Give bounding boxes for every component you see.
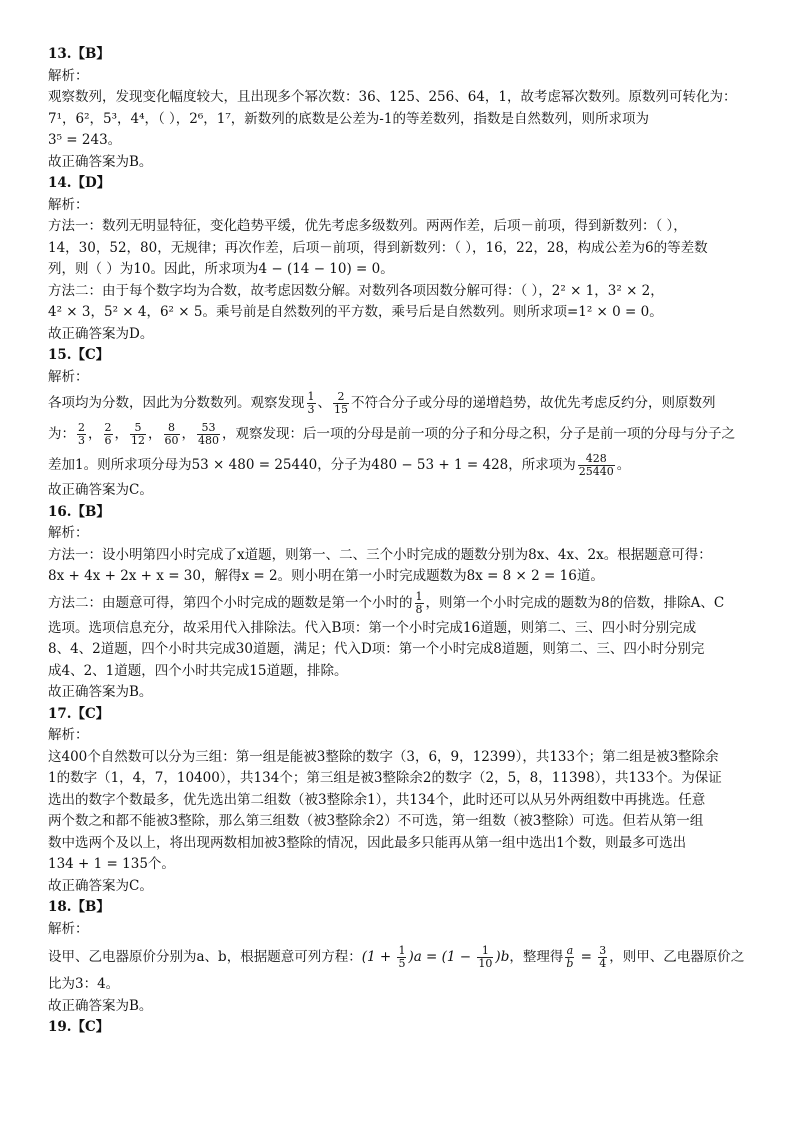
q13-line-2: 7¹，6²，5³，4⁴，（ ），2⁶，1⁷，新数列的底数是公差为-1的等差数列，指数是自然数列，则所求项为: [48, 110, 649, 127]
q15-line-2-post: ，观察发现：后一项的分母是前一项的分子和分母之积，分子是前一项的分母与分子之: [222, 426, 735, 442]
sequence-fraction: [77, 422, 86, 447]
q15-line-3-pre: 差加1。则所求项分母为53 × 480 = 25440，分子为480 − 53 + 1 = 428，所求项为: [48, 457, 576, 473]
q17-line-4: 两个数之和都不能被3整除，那么第三组数（被3整除余2）不可选，第一组数（被3整除）可选。但若从第一组: [48, 813, 704, 829]
numerator: 1: [415, 589, 423, 603]
analysis-label: 解析：: [48, 67, 89, 84]
q17-line-2: 1的数字（1，4，7，10400），共134个；第三组是被3整除余2的数字（2，5，8，11398），共133个。为保证: [48, 770, 722, 786]
q18-line-1-pre: 设甲、乙电器原价分别为a、b，根据题意可列方程：: [48, 949, 362, 965]
numerator: 1: [398, 944, 406, 958]
q15-line-1-pre: 各项均为分数，因此为分数数列。观察发现: [48, 395, 305, 411]
q16-line-1: 方法一：设小明第四小时完成了x道题，则第一、二、三个小时完成的题数分别为8x、4x、2x。根据题意可得：: [48, 546, 712, 563]
question-19: [48, 1017, 754, 1039]
sequence-fraction: [130, 422, 146, 447]
denominator: 25440: [578, 465, 614, 479]
q16-line-3-pre: 方法二：由题意可得，第四个小时完成的题数是第一个小时的: [48, 594, 413, 611]
denominator: 8: [415, 602, 423, 616]
q17-line-6: 134 + 1 = 135个。: [48, 856, 175, 872]
q14-line-3: 列，则（ ）为10。因此，所求项为4 − (14 − 10) = 0。: [48, 261, 394, 277]
answer-sheet: [48, 44, 754, 1039]
question-17: [48, 704, 754, 898]
q18-answer: 故正确答案为B。: [48, 997, 153, 1014]
q17-answer: 故正确答案为C。: [48, 877, 153, 894]
fraction: [477, 945, 493, 970]
denominator: 480: [198, 434, 219, 448]
question-16: [48, 502, 754, 704]
analysis-label: 解析：: [48, 525, 89, 541]
denominator: 4: [599, 957, 607, 971]
q16-line-3: [48, 588, 754, 618]
numerator: 2: [333, 391, 349, 404]
q13-line-3: 3⁵ = 243。: [48, 132, 122, 148]
question-19-header: 19.【C】: [48, 1019, 110, 1035]
q16-line-2: 8x + 4x + 2x + x = 30，解得x = 2。则小明在第一小时完成题数为8x = 8 × 2 = 16道。: [48, 568, 604, 584]
numerator: 5: [130, 422, 146, 435]
q17-line-5: 数中选两个及以上，将出现两数相加被3整除的情况，因此最多只能再从第一组中选出1个数，则最多可选出: [48, 834, 687, 851]
q18-line-2: 比为3：4。: [48, 976, 120, 992]
q15-answer: 故正确答案为C。: [48, 482, 153, 498]
numerator: 1: [477, 945, 493, 958]
question-17-header: 17.【C】: [48, 705, 110, 722]
denominator: 3: [307, 403, 315, 417]
denominator: 3: [78, 434, 85, 448]
separator: ，: [88, 426, 102, 442]
question-14: [48, 173, 754, 345]
denominator: 12: [131, 434, 145, 448]
denominator: 15: [334, 403, 348, 417]
fraction-sequence: [75, 421, 222, 448]
q15-line-3: [48, 450, 754, 480]
separator: ，: [181, 426, 195, 442]
numerator: 3: [599, 944, 607, 958]
q16-line-5: 8、4、2道题，四个小时共完成30道题，满足；代入D项：第一个小时完成8道题，则第二、三、四小时分别完: [48, 641, 705, 657]
q15-line-2: [48, 418, 754, 450]
analysis-label: 解析：: [48, 727, 89, 743]
question-18-header: 18.【B】: [48, 899, 110, 915]
numerator: 2: [78, 421, 85, 435]
question-15-header: 15.【C】: [48, 347, 110, 363]
equation-part: )a = (1 −: [408, 949, 476, 965]
q14-line-5: 4² × 3，5² × 4，6² × 5。乘号前是自然数列的平方数，乘号后是自然数列。则所求项=1² × 0 = 0。: [48, 304, 663, 320]
q14-line-2: 14，30，52，80，无规律；再次作差，后项－前项，得到新数列：（ ），16，22，28，构成公差为6的等差数: [48, 239, 708, 256]
q16-line-4: 选项。选项信息充分，故采用代入排除法。代入B项：第一个小时完成16道题，则第二、三、四小时分别完成: [48, 619, 697, 636]
q15-line-3-post: 。: [616, 457, 631, 473]
q18-line-1: [48, 940, 754, 974]
sequence-fraction: [197, 422, 220, 447]
q15-line-1: [48, 388, 754, 418]
q14-line-4: 方法二：由于每个数字均为合数，故考虑因数分解。对数列各项因数分解可得：（ ），2² × 1，3² × 2，: [48, 282, 664, 299]
question-15: [48, 345, 754, 502]
analysis-label: 解析：: [48, 368, 89, 385]
q16-line-6: 成4、2、1道题，四个小时共完成15道题，排除。: [48, 662, 348, 679]
numerator: a: [566, 944, 574, 958]
fraction: [333, 391, 349, 416]
denominator: 10: [478, 957, 493, 971]
equation-part: (1 +: [361, 949, 396, 965]
fraction: [565, 945, 574, 970]
denominator: b: [566, 957, 574, 971]
equation-part: )b: [495, 949, 510, 965]
q15-line-2-pre: 为：: [48, 426, 75, 442]
fraction: [415, 591, 424, 616]
q15-line-1-post: 不符合分子或分母的递增趋势，故优先考虑反约分，则原数列: [351, 395, 716, 411]
q18-line-1-mid: ，整理得: [509, 949, 564, 965]
fraction: [307, 391, 316, 416]
q14-line-1: 方法一：数列无明显特征，变化趋势平缓，优先考虑多级数列。两两作差，后项－前项，得到新数列：（ ），: [48, 218, 687, 234]
equals-sign: =: [576, 949, 597, 965]
question-13-header: 13.【B】: [48, 46, 110, 62]
question-18: [48, 897, 754, 1017]
numerator: 1: [307, 390, 315, 404]
numerator: 2: [104, 421, 112, 435]
analysis-label: 解析：: [48, 920, 89, 937]
denominator: 5: [398, 957, 406, 971]
q17-line-1: 这400个自然数可以分为三组：第一组是能被3整除的数字（3，6，9，12399），共133个；第二组是被3整除余: [48, 748, 719, 765]
q14-answer: 故正确答案为D。: [48, 325, 154, 342]
q16-answer: 故正确答案为B。: [48, 684, 153, 700]
denominator: 6: [104, 434, 112, 448]
denominator: 60: [164, 434, 179, 448]
separator: ，: [114, 426, 128, 442]
q13-line-1: 观察数列，发现变化幅度较大，且出现多个幂次数：36、125、256、64，1，故考虑幂次数列。原数列可转化为：: [48, 89, 737, 105]
question-16-header: 16.【B】: [48, 503, 110, 520]
q16-line-3-post: ，则第一个小时完成的题数为8的倍数，排除A、C: [425, 594, 725, 611]
fraction: [397, 945, 406, 970]
q17-line-3: 选出的数字个数最多，优先选出第二组数（被3整除余1），共134个，此时还可以从另外两组数中再挑选。任意: [48, 791, 706, 808]
sequence-fraction: [164, 422, 180, 447]
analysis-label: 解析：: [48, 196, 89, 213]
sequence-fraction: [104, 422, 113, 447]
numerator: 53: [197, 422, 220, 435]
q13-answer: 故正确答案为B。: [48, 153, 153, 170]
separator: 、: [317, 395, 331, 411]
numerator: 8: [164, 422, 180, 435]
numerator: 428: [578, 453, 615, 466]
question-13: [48, 44, 754, 173]
fraction: [598, 945, 607, 970]
fraction: [578, 453, 615, 478]
separator: ，: [148, 426, 162, 442]
q18-line-1-post: ，则甲、乙电器原价之: [609, 949, 745, 965]
question-14-header: 14.【D】: [48, 175, 111, 191]
